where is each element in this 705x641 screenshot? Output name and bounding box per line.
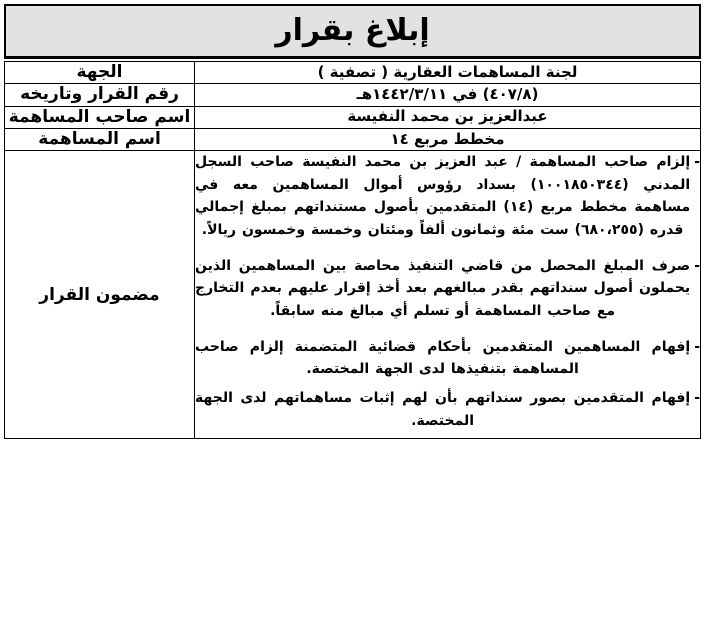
- decision-content-cell: [195, 151, 701, 439]
- table-row: [5, 84, 701, 106]
- clause-text: إلزام صاحب المساهمة / عبد العزيز بن محمد النفيسة صاحب السجل المدني (١٠٠١٨٥٠٣٤٤) بسداد رؤوس أموال المساهمين معه في مساهمة مخطط مربع (١٤) المتقدمين بأصول مستنداتهم بمبلغ إجمالي قدره (٦٨٠،٢٥٥) ست مئة وثمانون ألفاً ومئتان وخمسة وخمسون ريالاً.: [195, 154, 691, 239]
- clause-text: صرف المبلغ المحصل من قاضي التنفيذ محاصة بين المساهمين الذين يحملون أصول سنداتهم بقدر مبالغهم بعد أخذ إقرار عليهم بعدم التخارج مع صاحب المساهمة أو تسلم أي مبالغ منه سابقاً.: [195, 257, 691, 320]
- table-row: [5, 62, 701, 84]
- page-title: إبلاغ بقرار: [275, 13, 430, 48]
- owner-name-label: اسم صاحب المساهمة: [5, 106, 195, 128]
- table-row: [5, 106, 701, 128]
- list-item: [195, 336, 700, 381]
- dash-bullet-icon: -: [694, 154, 700, 170]
- dash-bullet-icon: -: [694, 338, 700, 355]
- clause-text: إفهام المتقدمين بصور سنداتهم بأن لهم إثبات مساهماتهم لدى الجهة المختصة.: [195, 390, 691, 429]
- entity-value: لجنة المساهمات العقارية ( تصفية ): [195, 62, 701, 84]
- document-title-banner: [4, 4, 701, 59]
- entity-label: الجهة: [5, 62, 195, 84]
- list-item: [195, 151, 700, 242]
- contribution-name-label: اسم المساهمة: [5, 128, 195, 150]
- decision-number-date-label: رقم القرار وتاريخه: [5, 84, 195, 106]
- table-row: [5, 128, 701, 150]
- owner-name-value: عبدالعزيز بن محمد النفيسة: [195, 106, 701, 128]
- contribution-name-value: مخطط مربع ١٤: [195, 128, 701, 150]
- clause-list: [195, 151, 700, 432]
- clause-text: إفهام المساهمين المتقدمين بأحكام قضائية المتضمنة إلزام صاحب المساهمة بتنفيذها لدى الجهة المختصة.: [195, 338, 691, 378]
- decision-table: [4, 61, 701, 439]
- dash-bullet-icon: -: [694, 257, 700, 274]
- table-row-decision-content: [5, 151, 701, 439]
- list-item: [195, 255, 700, 323]
- decision-content-label: مضمون القرار: [5, 151, 195, 439]
- list-item: [195, 387, 700, 432]
- dash-bullet-icon: -: [694, 390, 700, 407]
- decision-number-date-value: (٤٠٧/٨) في ١٤٤٢/٣/١١هـ: [195, 84, 701, 106]
